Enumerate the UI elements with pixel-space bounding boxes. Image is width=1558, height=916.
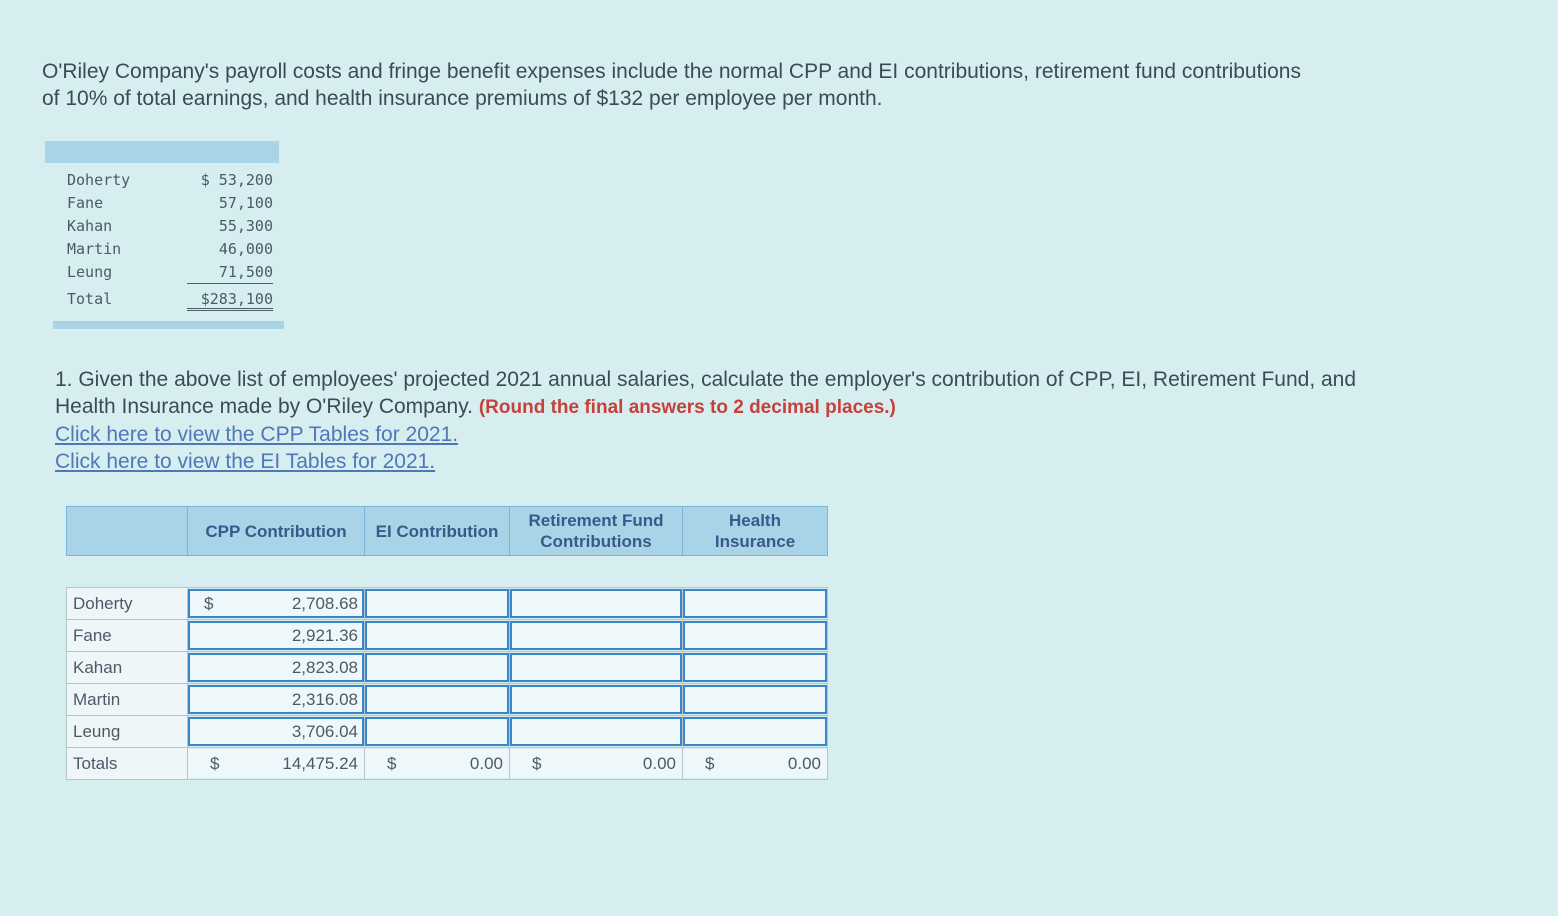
- salary-row: [67, 215, 273, 238]
- row-employee-name: Fane: [67, 620, 188, 652]
- ei-cell: [365, 588, 510, 620]
- health-cell: [683, 588, 828, 620]
- cpp-total-cell: [188, 748, 365, 780]
- retirement-input[interactable]: [510, 589, 682, 618]
- salary-row: [67, 261, 273, 284]
- cpp-input[interactable]: [188, 717, 364, 746]
- table-row: [67, 716, 828, 748]
- header-health: Health Insurance: [683, 507, 828, 556]
- health-cell: [683, 652, 828, 684]
- cpp-tables-link[interactable]: Click here to view the CPP Tables for 2021.: [55, 423, 459, 446]
- salary-list-footer-bar: [53, 321, 284, 329]
- salary-amount: $ 53,200: [200, 171, 273, 189]
- currency-symbol: $: [387, 753, 397, 773]
- table-row: [67, 588, 828, 620]
- employee-name: Doherty: [67, 171, 131, 189]
- cpp-value: 2,316.08: [291, 689, 358, 709]
- rounding-note: (Round the final answers to 2 decimal places.): [478, 397, 896, 418]
- employee-name: Martin: [67, 240, 122, 258]
- cpp-input[interactable]: [188, 621, 364, 650]
- cpp-input[interactable]: [188, 685, 364, 714]
- cpp-input[interactable]: [188, 653, 364, 682]
- salary-amount: 55,300: [218, 217, 273, 235]
- table-row: [67, 684, 828, 716]
- ei-cell: [365, 684, 510, 716]
- intro-text: O'Riley Company's payroll costs and fringe benefit expenses include the normal CPP and EI contributions, retirement fund contributions of 10% of total earnings, and health insurance premiums of $132 per employee per month.: [42, 60, 1301, 110]
- row-employee-name: Kahan: [67, 652, 188, 684]
- health-total-cell: [683, 748, 828, 780]
- health-cell: [683, 716, 828, 748]
- health-input[interactable]: [683, 685, 827, 714]
- currency-symbol: $: [210, 753, 220, 773]
- header-retirement: Retirement Fund Contributions: [510, 507, 683, 556]
- retirement-cell: [510, 684, 683, 716]
- cpp-cell: [188, 652, 365, 684]
- salary-list-header-bar: [45, 141, 279, 163]
- ei-total: 0.00: [469, 753, 503, 773]
- totals-row: [67, 748, 828, 780]
- salary-list-panel: [45, 141, 285, 331]
- retirement-total: 0.00: [642, 753, 676, 773]
- health-input[interactable]: [683, 589, 827, 618]
- salary-row: [67, 169, 273, 192]
- header-blank: [67, 507, 188, 556]
- question-text: 1. Given the above list of employees' projected 2021 annual salaries, calculate the employer's contribution of CPP, EI, Retirement Fund, and Health Insurance made by O'Riley Company.: [55, 368, 1357, 418]
- retirement-input[interactable]: [510, 717, 682, 746]
- retirement-cell: [510, 620, 683, 652]
- salary-total-row: [67, 288, 273, 311]
- totals-label: Totals: [67, 748, 188, 780]
- ei-input[interactable]: [365, 653, 509, 682]
- employee-name: Leung: [67, 263, 113, 281]
- cpp-cell: [188, 620, 365, 652]
- header-cpp: CPP Contribution: [188, 507, 365, 556]
- cpp-value: 3,706.04: [291, 721, 358, 741]
- currency-symbol: $: [204, 593, 214, 613]
- health-input[interactable]: [683, 621, 827, 650]
- retirement-total-cell: [510, 748, 683, 780]
- retirement-cell: [510, 652, 683, 684]
- ei-total-cell: [365, 748, 510, 780]
- cpp-value: 2,708.68: [291, 593, 358, 613]
- retirement-cell: [510, 716, 683, 748]
- cpp-value: 2,921.36: [291, 625, 358, 645]
- salary-amount: 71,500: [187, 261, 273, 284]
- cpp-input[interactable]: [188, 589, 364, 618]
- currency-symbol: $: [705, 753, 715, 773]
- health-cell: [683, 620, 828, 652]
- table-row: [67, 652, 828, 684]
- retirement-input[interactable]: [510, 621, 682, 650]
- employee-name: Fane: [67, 194, 104, 212]
- currency-symbol: $: [532, 753, 542, 773]
- cpp-cell: [188, 716, 365, 748]
- cpp-total: 14,475.24: [282, 753, 358, 773]
- health-input[interactable]: [683, 653, 827, 682]
- ei-tables-link[interactable]: Click here to view the EI Tables for 2021.: [55, 450, 436, 473]
- salary-list: [67, 169, 273, 311]
- ei-input[interactable]: [365, 589, 509, 618]
- question-block: [55, 366, 1395, 475]
- retirement-input[interactable]: [510, 653, 682, 682]
- table-row: [67, 620, 828, 652]
- salary-total-label: Total: [67, 290, 113, 308]
- retirement-input[interactable]: [510, 685, 682, 714]
- health-input[interactable]: [683, 717, 827, 746]
- cpp-cell: [188, 684, 365, 716]
- salary-row: [67, 238, 273, 261]
- ei-cell: [365, 620, 510, 652]
- health-total: 0.00: [787, 753, 821, 773]
- cpp-value: 2,823.08: [291, 657, 358, 677]
- ei-input[interactable]: [365, 685, 509, 714]
- row-employee-name: Martin: [67, 684, 188, 716]
- ei-cell: [365, 652, 510, 684]
- spacer: [67, 556, 828, 588]
- cpp-cell: [188, 588, 365, 620]
- table-header-row: [67, 507, 828, 556]
- salary-amount: 46,000: [218, 240, 273, 258]
- row-employee-name: Leung: [67, 716, 188, 748]
- salary-amount: 57,100: [218, 194, 273, 212]
- employee-name: Kahan: [67, 217, 113, 235]
- health-cell: [683, 684, 828, 716]
- salary-row: [67, 192, 273, 215]
- retirement-cell: [510, 588, 683, 620]
- ei-input[interactable]: [365, 717, 509, 746]
- ei-input[interactable]: [365, 621, 509, 650]
- header-ei: EI Contribution: [365, 507, 510, 556]
- row-employee-name: Doherty: [67, 588, 188, 620]
- contribution-table: [66, 506, 828, 780]
- salary-total-amount: $283,100: [187, 288, 273, 311]
- ei-cell: [365, 716, 510, 748]
